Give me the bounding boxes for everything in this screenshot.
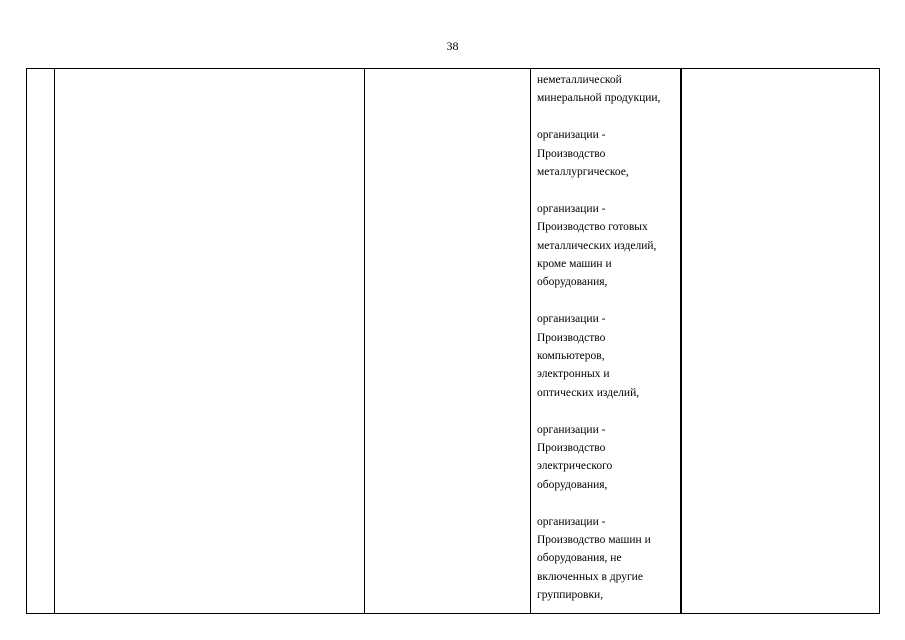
entry-line: неметаллической xyxy=(537,74,622,86)
entry-line: электронных и xyxy=(537,368,610,381)
entry-line: металлических изделий, xyxy=(537,239,657,252)
entry-line: Производство xyxy=(537,147,606,160)
entry-line: металлургическое, xyxy=(537,166,629,179)
list-item xyxy=(537,200,676,292)
list-item xyxy=(537,513,676,605)
document-table xyxy=(26,68,880,614)
list-item xyxy=(537,126,676,181)
entry-line: оборудования, не xyxy=(537,552,622,565)
entry-line: организации - xyxy=(537,313,606,326)
cell-col2 xyxy=(55,69,365,614)
entry-line: оптических изделий, xyxy=(537,386,640,399)
cell-col1 xyxy=(27,69,55,614)
cell-col4 xyxy=(531,69,681,614)
entry-line: группировки, xyxy=(537,589,604,602)
entry-line: организации - xyxy=(537,129,606,142)
list-item xyxy=(537,421,676,495)
entry-line: компьютеров, xyxy=(537,350,605,363)
list-item xyxy=(537,310,676,402)
entry-line: кроме машин и xyxy=(537,258,612,271)
entry-line: организации - xyxy=(537,423,606,436)
table-row xyxy=(27,69,880,614)
cell-col3 xyxy=(365,69,531,614)
page-number: 38 xyxy=(446,39,459,53)
entry-line: Производство готовых xyxy=(537,221,648,234)
cell-col5 xyxy=(681,69,880,614)
entry-line: включенных в другие xyxy=(537,570,643,583)
entry-line: электрического xyxy=(537,460,613,473)
entry-line: Производство xyxy=(537,331,606,344)
entry-line: Производство xyxy=(537,442,606,455)
activity-list xyxy=(531,69,680,605)
entry-line: оборудования, xyxy=(537,276,608,289)
entry-line: организации - xyxy=(537,515,606,528)
entry-line: минеральной продукции, xyxy=(537,92,661,105)
entry-line: организации - xyxy=(537,202,606,215)
entry-line: Производство машин и xyxy=(537,534,651,547)
entry-line: оборудования, xyxy=(537,478,608,491)
list-item xyxy=(537,71,676,108)
